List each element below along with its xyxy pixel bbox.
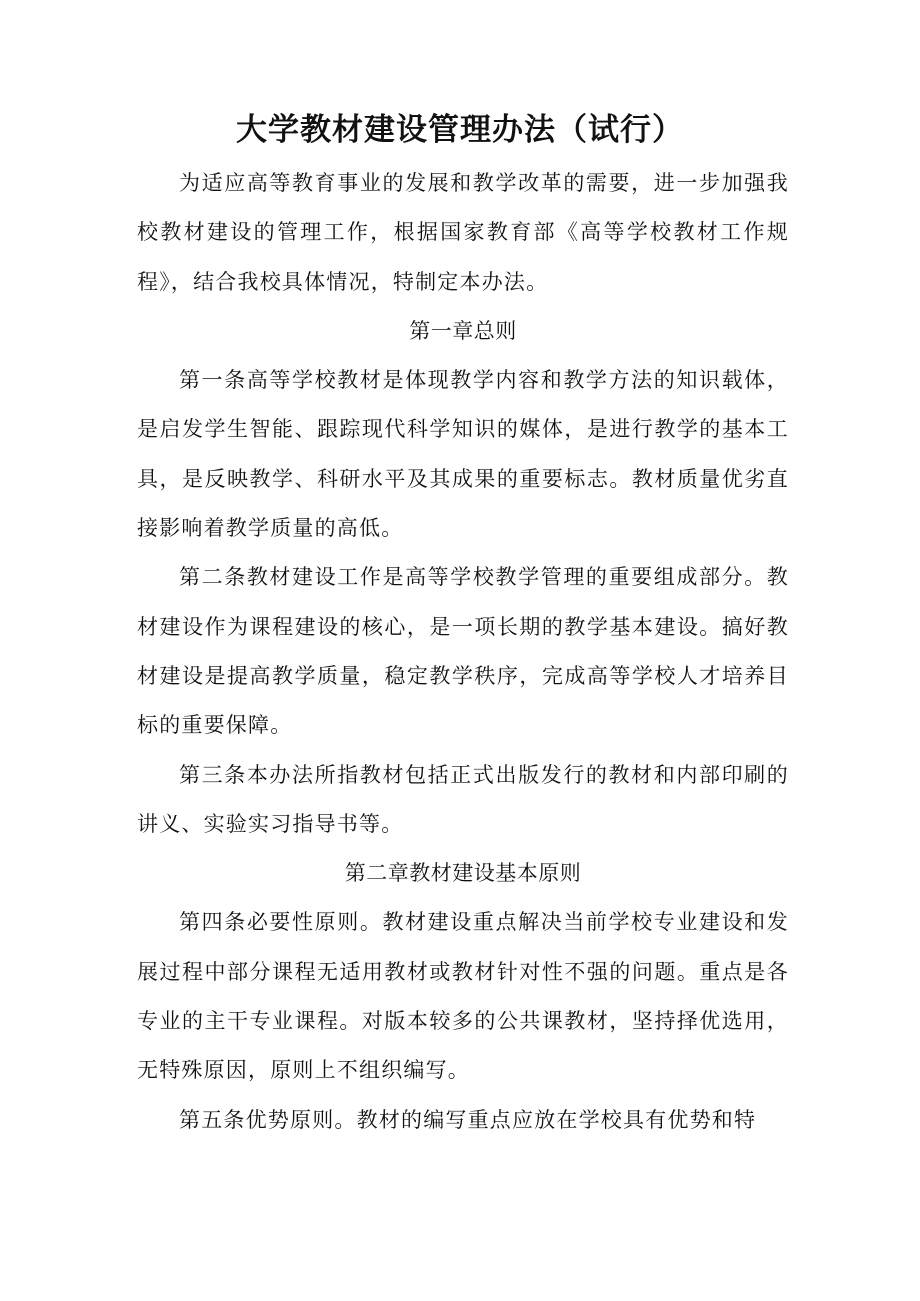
article-4: 第四条必要性原则。教材建设重点解决当前学校专业建设和发展过程中部分课程无适用教材或教材针对性不强的问题。重点是各专业的主干专业课程。对版本较多的公共课教材，坚持择优选用，无特殊原因，原则上不组织编写。 (137, 910, 789, 1083)
document-body (137, 159, 789, 1145)
document-title: 大学教材建设管理办法（试行） (236, 112, 684, 148)
article-1: 第一条高等学校教材是体现教学内容和教学方法的知识载体，是启发学生智能、跟踪现代科学知识的媒体，是进行教学的基本工具，是反映教学、科研水平及其成果的重要标志。教材质量优劣直接影响着教学质量的高低。 (137, 368, 789, 541)
article-5: 第五条优势原则。教材的编写重点应放在学校具有优势和特 (179, 1107, 757, 1132)
intro-paragraph: 为适应高等教育事业的发展和教学改革的需要，进一步加强我校教材建设的管理工作，根据国家教育部《高等学校教材工作规程》，结合我校具体情况，特制定本办法。 (137, 171, 789, 294)
chapter-2-heading: 第二章教材建设基本原则 (344, 861, 582, 886)
chapter-1-heading: 第一章总则 (409, 318, 517, 343)
article-2: 第二条教材建设工作是高等学校教学管理的重要组成部分。教材建设作为课程建设的核心，是一项长期的教学基本建设。搞好教材建设是提高教学质量，稳定教学秩序，完成高等学校人才培养目标的重要保障。 (137, 565, 789, 738)
article-3: 第三条本办法所指教材包括正式出版发行的教材和内部印刷的讲义、实验实习指导书等。 (137, 762, 789, 836)
